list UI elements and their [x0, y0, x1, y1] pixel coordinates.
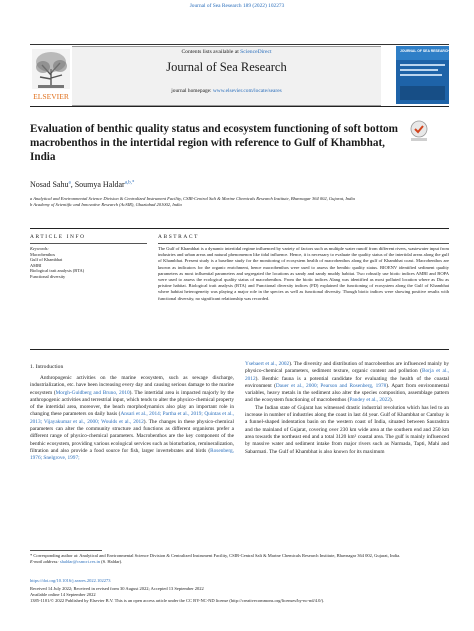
author-name[interactable]: Nosad Sahu — [30, 180, 69, 189]
abstract-text: The Gulf of Khambhat is a dynamic intertidal regime influenced by variety of factors such as multiple water runoff from different rivers, wastewater input from industries and urban areas and natural phenomenon like tidal influence. Hence, it is necessary to evaluate the quality status of the intertidal areas along the gulf of Khambhat. Present study is a baseline study for the monitoring of ecosystem health of macrobenthos along the gulf of Khambhat coast. Macrobenthos are known as indicators for the organic enrichment, hence macrobenthos were used to assess the benthic quality status. BIOENV identified sediment quality parameters as most influential parameters and segregated the locations as sandy and sandy muddy habitat. Two robustly use biotic indices AMBI and BOPA were used to assess the ecological quality status of macrobenthos. From the biotic indices Alang was identified as most polluted location where as Diu as pristine habitat. Biological trait analysis (BTA) and Functional diversity indices (FD) explained the functioning of ecosystem along the Gulf of Khambhat where habitat heterogeneity was playing a major role in the species as well as functional diversity. Though biotic indices were showing positive results with functional diversity, no significant relationship was recorded. — [158, 246, 449, 301]
available-online: Available online 14 September 2022 — [30, 592, 96, 597]
check-for-updates-badge[interactable] — [406, 118, 432, 144]
author-affiliation-marker[interactable]: a — [68, 180, 71, 186]
author-name[interactable]: Soumya Haldar — [74, 180, 125, 189]
body-text: ). — [389, 397, 394, 404]
copyright-line: 1385-1101/© 2022 Published by Elsevier B.V. This is an open access article under the CC BY-NC-ND license (http://creativecommons.org/licenses/by-nc-nd/4.0/). — [30, 598, 325, 603]
abstract-heading: ABSTRACT — [158, 234, 199, 240]
keyword-item: AMBI — [30, 262, 42, 268]
keywords-block — [30, 246, 147, 280]
journal-homepage-line — [72, 88, 381, 94]
elsevier-wordmark: ELSEVIER — [33, 92, 69, 101]
footnote-marker: * — [30, 553, 34, 558]
email-label: E-mail address: — [30, 559, 60, 564]
body-text: Anthropogenic activities on the marine ecosystem, such as sewage discharge, industrialization, etc. have been increasing every day and causing serious damage to the marine ecosystem ( — [30, 375, 234, 396]
body-text: ). The intertidal area is impacted majorly by the anthropogenic activities and terrestrial input, which tends to alter the physico-chemical property of the intertidal area, moreover, the beach morphodynamics also play an important role in changing these parameters on daily basis ( — [30, 389, 235, 418]
publication-history — [30, 586, 450, 604]
body-text: ). Apart from environmental variables, heavy metals in the sediment also alter the species composition, assemblage pattern and the ecosystem functioning of macrobenthos ( — [245, 382, 449, 404]
doi-link[interactable]: https://doi.org/10.1016/j.seares.2022.102273 — [30, 578, 111, 583]
contents-prefix: Contents lists available at — [181, 49, 241, 55]
keyword-item: Gulf of Khambhat — [30, 257, 63, 263]
abstract-bottom-rule — [30, 349, 449, 350]
sciencedirect-link[interactable]: ScienceDirect — [240, 49, 272, 55]
citation-link[interactable]: Rosenberg, 1976; Snelgrove, 1997; — [30, 447, 234, 462]
journal-citation: Journal of Sea Research 189 (2022) 102273 — [189, 3, 285, 9]
citation-link[interactable]: Pandey et al., 2022 — [349, 397, 390, 404]
journal-cover-image — [396, 46, 449, 104]
contents-line — [72, 49, 381, 55]
homepage-prefix: journal homepage: — [171, 88, 213, 94]
abstract-rule — [158, 243, 449, 244]
citation-link[interactable]: Dauer et al., 2000; Pearson and Rosenberg, 1978 — [275, 382, 387, 389]
email-link[interactable]: shaldar@csmcri.res.in — [59, 559, 100, 564]
citation-link[interactable]: Ansari et al., 2014; Partha et al., 2019; Quintas et al., 2013; Vijayakumar et al., 2000; Woulds et al., 2012 — [30, 411, 234, 425]
body-column-left — [30, 375, 234, 463]
homepage-link[interactable]: www.elsevier.com/locate/seares — [212, 88, 282, 94]
keyword-item: Biological trait analysis (BTA) — [30, 268, 85, 274]
cover-title: JOURNAL OF SEA RESEARCH — [400, 49, 449, 53]
body-column-right — [245, 361, 449, 456]
footnote — [30, 553, 450, 565]
footnote-rule — [30, 550, 102, 551]
author-affiliation-marker[interactable]: a,b,* — [124, 180, 135, 186]
keyword-item: Functional diversity — [30, 273, 66, 279]
article-title: Evaluation of benthic quality status and ecosystem functioning of soft bottom macrobenthos in the intertidal region with reference to Gulf of Khambhat, India — [30, 123, 398, 164]
affiliation-a: a Analytical and Environmental Science Division & Centralized Instrument Facility, CSIR-Central Salt & Marine Chemicals Research Institute, Bhavnagar 364 002, Gujarat, India — [30, 196, 355, 201]
citation-link[interactable]: Morgh-Guldberg and Bruno, 2010 — [55, 389, 130, 396]
article-info-rule — [30, 243, 147, 244]
keyword-item: Macrobenthos — [30, 251, 56, 257]
email-line — [30, 559, 450, 565]
author-list — [30, 180, 134, 189]
journal-cover-icon — [396, 46, 449, 104]
header-bottom-rule — [30, 106, 449, 107]
header-top-rule — [30, 44, 449, 45]
footnote-text: Corresponding author at: Analytical and Environmental Science Division & Centralized Instrument Facility, CSIR-Central Salt & Marine Chemicals Research Institute, Bhavnagar 364 002, Gujarat, India. — [33, 553, 401, 558]
affiliation-b: b Academy of Scientific and Innovative Research (AcSIR), Ghaziabad 201002, India — [30, 202, 182, 208]
body-text: ). Benthic fauna is a potential candidate for evaluating the health of the coastal environment ( — [245, 375, 449, 389]
check-for-updates-icon — [406, 118, 432, 144]
article-info-heading: ARTICLE INFO — [30, 234, 86, 240]
elsevier-logo — [30, 47, 72, 103]
body-text: ). The diversity and distribution of macrobenthos are influenced mainly by physico-chemical parameters, sediment texture, organic content and pollution ( — [245, 361, 449, 375]
citation-link[interactable]: Ysebaert et al., 2002 — [245, 361, 290, 367]
journal-header-box — [72, 46, 381, 106]
citation-link[interactable]: Borja et al., 2012 — [245, 368, 449, 382]
received-dates: Received 14 July 2022; Received in revised form 30 August 2022; Accepted 13 September 2022 — [30, 586, 204, 591]
body-text: ). The changes in these physico-chemical parameters can alter the community structure and functions as different organisms prefer a different range of physico-chemical parameters. Macrobenthos are the key component of the benthic ecosystem, providing various ecological services such as bioturbation, remineralization, filtration and also provide a food source for fish, larger invertebrates and birds ( — [30, 418, 234, 454]
section-rule — [30, 228, 449, 229]
keywords-label: Keywords: — [30, 246, 49, 251]
introduction-heading: 1. Introduction — [30, 364, 64, 370]
body-paragraph: The Indian state of Gujarat has witnessed drastic industrial revolution which has led to an increase in number of industries along the coast in last 44 year. Gulf of Khambhat or Cambay is a funnel-shaped indentation basin on the western coast of India, situated between Saurashtra and the mainland of Gujarat, covering over 230 km wide area at the southern end and 250 km area towards the northeast end and a total 3120 km² coastal area. The gulf is mainly influenced by massive water and sediment intake from major rivers such as Narmada, Tapti, Mahi and Sabarmati. The Gulf of Khambhat is also known for its maximum — [245, 404, 449, 455]
email-suffix: (S. Haldar). — [99, 559, 123, 564]
affiliations — [30, 196, 450, 208]
elsevier-tree-icon — [30, 47, 72, 103]
author-separator: , — [70, 180, 75, 189]
journal-title: Journal of Sea Research — [166, 60, 287, 74]
